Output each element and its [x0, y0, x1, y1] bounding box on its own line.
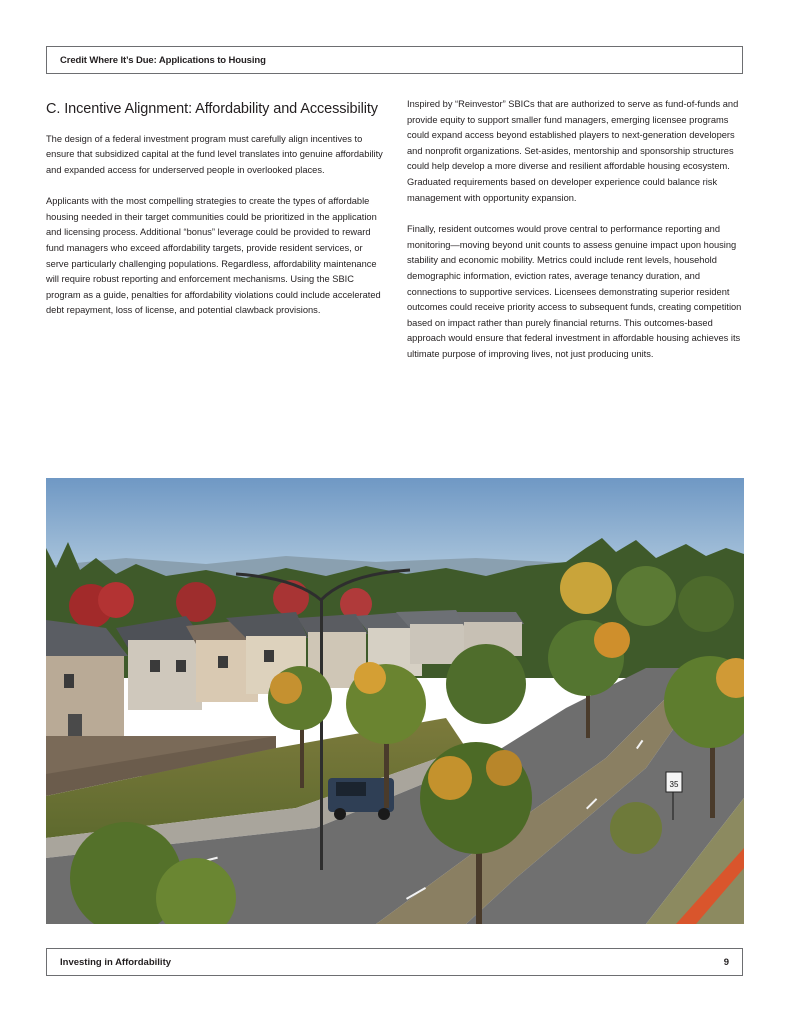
autumn-tree [176, 582, 216, 622]
street-lamp-pole [320, 598, 323, 870]
running-footer [46, 948, 743, 976]
autumn-tree [273, 580, 309, 616]
left-column [46, 97, 387, 335]
autumn-tree [98, 582, 134, 618]
right-column [407, 97, 745, 379]
green-tree [678, 576, 734, 632]
page-number: 9 [723, 956, 729, 968]
neighborhood-street-photo [46, 478, 744, 924]
section-heading: C. Incentive Alignment: Affordability and Accessibility [46, 101, 378, 117]
paragraph: Applicants with the most compelling strategies to create the types of affordable housing needed in their target communities could be prioritized in the application and licensing process. Additional “bonus” leverage could be provided to reward fund managers who exceed affordability targets, provide resident services, or serve particularly challenging populations. Regardless, affordability maintenance will require robust reporting and enforcement mechanisms. Using the SBIC program as a guide, penalties for affordability violations could include accelerated debt repayment, loss of license, and potential clawback provisions. [46, 196, 381, 316]
paragraph: Finally, resident outcomes would prove central to performance reporting and monitoring—moving beyond unit counts to assess genuine impact upon housing stability and economic mobility. Metrics could include rent levels, household demographic information, eviction rates, average tenancy duration, and connections to supportive services. Licensees demonstrating superior resident outcomes could receive priority access to subsequent funds, creating competition based on impact rather than purely financial returns. This outcomes-based approach would ensure that federal investment in affordable housing achieves its ultimate purpose of improving lives, not just producing units. [407, 224, 742, 359]
speed-limit-value: 35 [669, 780, 679, 789]
green-tree [616, 566, 676, 626]
header-title: Credit Where It’s Due: Applications to Housing [60, 54, 266, 66]
footer-title: Investing in Affordability [60, 956, 172, 968]
yellow-tree [560, 562, 612, 614]
paragraph: Inspired by “Reinvestor” SBICs that are authorized to serve as fund-of-funds and provide equity to support smaller fund managers, emerging licensee programs could expand access beyond established players to next-generation developers and nonprofit organizations. Set-asides, mentorship and sponsorship structures could help develop a more diverse and resilient affordable housing ecosystem. Graduated requirements based on developer experience could balance risk management with opportunity expansion. [407, 99, 739, 203]
paragraph: The design of a federal investment program must carefully align incentives to ensure that subsidized capital at the fund level translates into genuine affordability and expanded access for underserved people in overlooked places. [46, 133, 383, 175]
running-header [46, 46, 743, 74]
